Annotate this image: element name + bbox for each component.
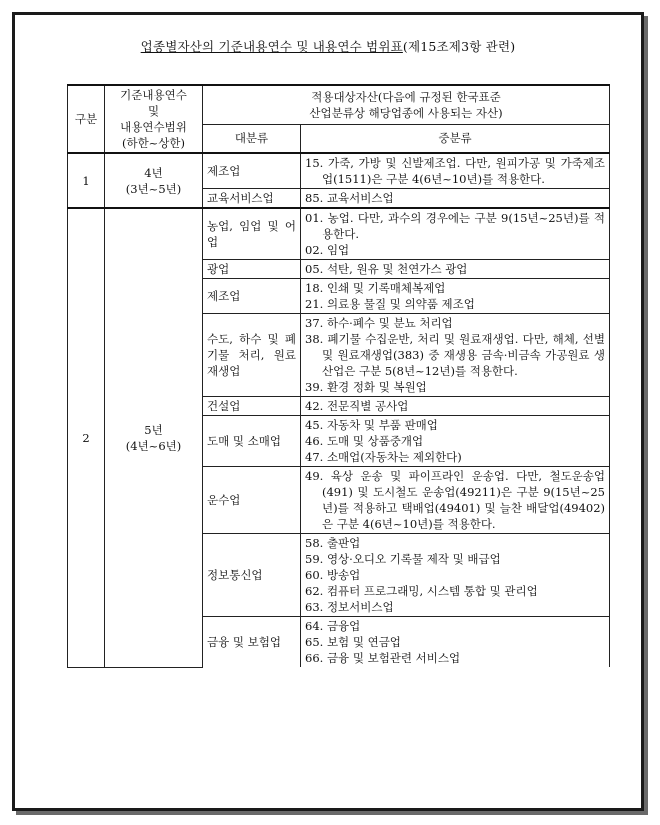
minor-cell: 05. 석탄, 원유 및 천연가스 광업 <box>301 260 610 279</box>
gubun-cell: 2 <box>68 208 105 667</box>
page-frame <box>12 12 644 811</box>
major-cell: 수도, 하수 및 폐기물 처리, 원료 재생업 <box>203 314 301 397</box>
major-cell: 운수업 <box>203 467 301 534</box>
header-range: 기준내용연수 및 내용연수범위 (하한~상한) <box>105 85 203 153</box>
minor-cell: 85. 교육서비스업 <box>301 189 610 209</box>
minor-cell: 37. 하수·폐수 및 분뇨 처리업 38. 폐기물 수집운반, 처리 및 원료재생업. 다만, 해체, 선별 및 원료재생업(383) 중 재생용 금속·비금속 가공원료 생산업은 구분 5(8년~12년)를 적용한다. 39. 환경 정화 및 복원업 <box>301 314 610 397</box>
major-cell: 금융 및 보험업 <box>203 617 301 668</box>
minor-cell: 18. 인쇄 및 기록매체복제업 21. 의료용 물질 및 의약품 제조업 <box>301 279 610 314</box>
range-cell: 5년 (4년~6년) <box>105 208 203 667</box>
table-row <box>68 208 610 260</box>
header-target: 적용대상자산(다음에 규정된 한국표준 산업분류상 해당업종에 사용되는 자산) <box>203 85 610 124</box>
minor-cell: 42. 전문직별 공사업 <box>301 397 610 416</box>
minor-cell: 58. 출판업 59. 영상·오디오 기록물 제작 및 배급업 60. 방송업 62. 컴퓨터 프로그래밍, 시스템 통합 및 관리업 63. 정보서비스업 <box>301 534 610 617</box>
minor-cell: 49. 육상 운송 및 파이프라인 운송업. 다만, 철도운송업(491) 및 도시철도 운송업(49211)은 구분 9(15년~25년)를 적용하고 택배업(49401) 및 늘찬 배달업(49402)은 구분 4(6년~10년)를 적용한다. <box>301 467 610 534</box>
major-cell: 건설업 <box>203 397 301 416</box>
major-cell: 교육서비스업 <box>203 189 301 209</box>
major-cell: 광업 <box>203 260 301 279</box>
title-main: 업종별자산의 기준내용연수 및 내용연수 범위표 <box>140 39 403 54</box>
major-cell: 제조업 <box>203 153 301 189</box>
header-gubun: 구분 <box>68 85 105 153</box>
range-cell: 4년 (3년~5년) <box>105 153 203 208</box>
minor-cell: 45. 자동차 및 부품 판매업 46. 도매 및 상품중개업 47. 소매업(자동차는 제외한다) <box>301 416 610 467</box>
major-cell: 도매 및 소매업 <box>203 416 301 467</box>
title-suffix: (제15조제3항 관련) <box>402 39 516 54</box>
header-minor: 중분류 <box>301 124 610 153</box>
gubun-cell: 1 <box>68 153 105 208</box>
major-cell: 농업, 임업 및 어업 <box>203 208 301 260</box>
document-title <box>15 37 641 55</box>
minor-cell: 64. 금융업 65. 보험 및 연금업 66. 금융 및 보험관련 서비스업 <box>301 617 610 668</box>
asset-lifespan-table <box>67 84 610 668</box>
minor-cell: 15. 가죽, 가방 및 신발제조업. 다만, 원피가공 및 가죽제조업(1511)은 구분 4(6년~10년)를 적용한다. <box>301 153 610 189</box>
major-cell: 제조업 <box>203 279 301 314</box>
major-cell: 정보통신업 <box>203 534 301 617</box>
minor-cell: 01. 농업. 다만, 과수의 경우에는 구분 9(15년~25년)를 적용한다. 02. 임업 <box>301 208 610 260</box>
table-row <box>68 153 610 189</box>
header-major: 대분류 <box>203 124 301 153</box>
